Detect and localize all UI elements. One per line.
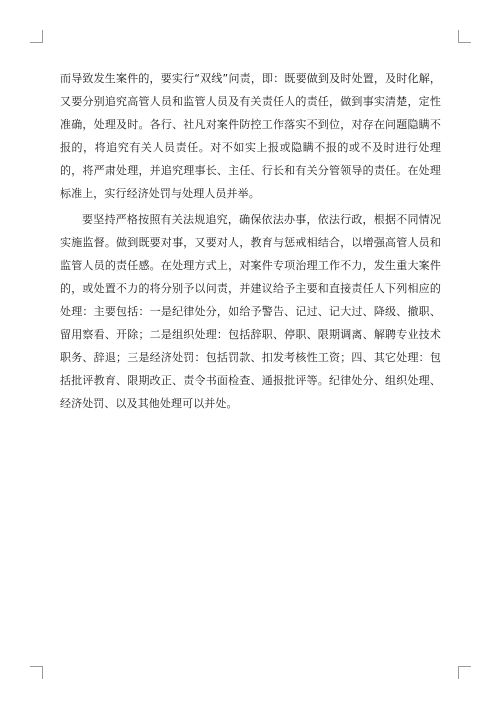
paragraph-2: 要坚持严格按照有关法规追究，确保依法办事，依法行政，根据不同情况实施监督。做到既要对事，又要对人，教育与惩戒相结合，以增强高管人员和监管人员的责任感。在处理方式上，对案件专项治理工作不力，发生重大案件的，或处置不力的将分别予以问责，并建议给予主要和直接责任人下列相应的处理：主要包括：一是纪律处分，如给予警告、记过、记大过、降级、撤职、留用察看、开除；二是组织处理：包括辞职、停职、限期调离、解聘专业技术职务、辞退；三是经济处罚：包括罚款、扣发考核性工资；四、其它处理：包括批评教育、限期改正、责令书面检查、通报批评等。纪律处分、组织处理、经济处罚、以及其他处理可以并处。 xyxy=(60,213,441,410)
crop-mark-bottom-left xyxy=(30,666,43,679)
crop-mark-bottom-right xyxy=(458,666,471,679)
crop-mark-top-left xyxy=(30,30,43,43)
paragraph-1: 而导致发生案件的，要实行“双线”问责，即：既要做到及时处置，及时化解，又要分别追究高管人员和监管人员及有关责任人的责任，做到事实清楚，定性准确，处理及时。各行、社凡对案件防控工作落实不到位，对存在问题隐瞒不报的，将追究有关人员责任。对不如实上报或隐瞒不报的或不及时进行处理的，将严肃处理，并追究理事长、主任、行长和有关分管领导的责任。在处理标准上，实行经济处罚与处理人员并举。 xyxy=(60,72,441,200)
body-text xyxy=(60,68,441,416)
crop-mark-top-right xyxy=(458,30,471,43)
